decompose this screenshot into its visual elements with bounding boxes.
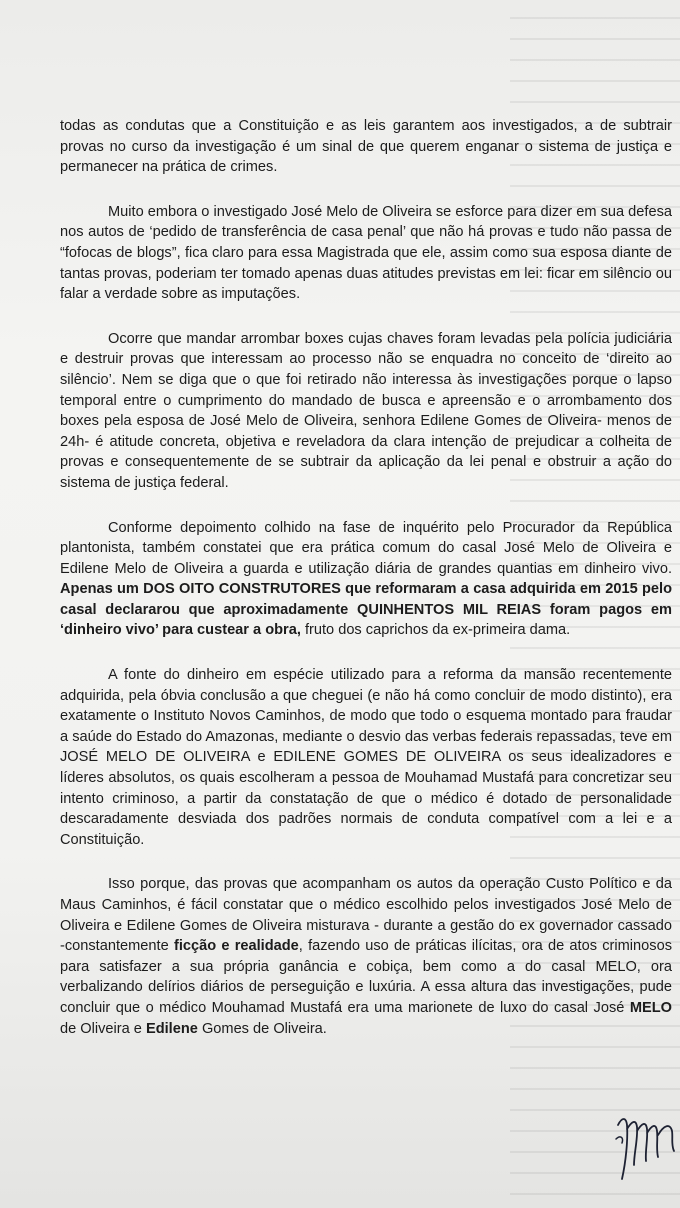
paragraph-3-text: Ocorre que mandar arrombar boxes cujas chaves foram levadas pela polícia judiciária e destruir provas que interessam ao processo não se enquadra no conceito de ‘direito ao silêncio’. Nem se diga que o que foi retirado não interessa às investigações porque o lapso temporal entre o cumprimento do mandado de busca e apreensão e o arrombamento dos boxes pela esposa de José Melo de Oliveira, senhora Edilene Gomes de Oliveira- menos de 24h- é atitude concreta, objetiva e reveladora da clara intenção de prejudicar a colheita de provas e consequentemente de se subtrair da aplicação da lei penal e obstruir a ação do sistema de justiça federal. [60,330,672,491]
paragraph-6 [60,874,672,1039]
handwritten-signature [612,1095,680,1185]
paragraph-4-text-a: Conforme depoimento colhido na fase de inquérito pelo Procurador da República plantonista, também constatei que era prática comum do casal José Melo de Oliveira e Edilene Melo de Oliveira a guarda e utilização diária de grandes quantias em dinheiro vivo. [60,519,672,577]
document-body [60,116,672,1039]
paragraph-1-text: todas as condutas que a Constituição e as leis garantem aos investigados, a de subtrair provas no curso da investigação é um sinal de que querem enganar o sistema de justiça e permanecer na prática de crimes. [60,118,672,176]
paragraph-4-bold-text: Apenas um DOS OITO CONSTRUTORES que reformaram a casa adquirida em 2015 pelo casal declararou que aproximadamente QUINHENTOS MIL REIAS foram pagos em ‘dinheiro vivo’ para custear a obra, [60,581,672,639]
paragraph-6-text-a: Isso porque, das provas que acompanham os autos da operação Custo Político e da Maus Caminhos, é fácil constatar que o médico escolhido pelos investigados José Melo de Oliveira e Edilene Gomes de Oliveira misturava - durante a gestão do ex governador cassado -constantemente [60,876,672,955]
paragraph-4 [60,518,672,642]
paragraph-6-bold-c: Edilene [145,1020,198,1037]
paragraph-2-text: Muito embora o investigado José Melo de Oliveira se esforce para dizer em sua defesa nos autos de ‘pedido de transferência de casa penal’ que não há provas e tudo não passa de “fofocas de blogs”, fica claro para essa Magistrada que ele, assim como sua esposa diante de tantas provas, poderiam ter tomado apenas duas atitudes previstas em lei: ficar em silêncio ou falar a verdade sobre as imputações. [60,203,672,303]
paragraph-5-text: A fonte do dinheiro em espécie utilizado para a reforma da mansão recentemente adquirida, pela óbvia conclusão a que cheguei (e não há como concluir de modo distinto), era exatamente o Instituto Novos Caminhos, de modo que todo o esquema montado para fraudar a saúde do Estado do Amazonas, mediante o desvio das verbas federais repassadas, teve em JOSÉ MELO DE OLIVEIRA e EDILENE GOMES DE OLIVEIRA os seus idealizadores e líderes absolutos, os quais escolheram a pessoa de Mouhamad Mustafá para concretizar seu intento criminoso, a partir da constatação de que o médico é dotado de personalidade descaradamente desviada dos padrões normais de conduta compatível com a lei e a Constituição. [60,667,672,848]
paragraph-6-text-b: , fazendo uso de práticas ilícitas, ora de atos criminosos para satisfazer a sua própria ganância e cobiça, bem como a do casal MELO, ora verbalizando delírios diários de perseguição e luxúria. A essa altura das investigações, pude concluir que o médico Mouhamad Mustafá era uma marionete de luxo do casal José [60,938,672,1016]
paragraph-6-bold-a: ficção e realidade [173,938,299,955]
paragraph-6-bold-b: MELO [629,999,672,1016]
paragraph-2 [60,202,672,305]
paragraph-3 [60,329,672,494]
paragraph-1 [60,116,672,178]
paragraph-6-text-d: Gomes de Oliveira. [197,1020,327,1037]
paragraph-4-text-b: fruto dos caprichos da ex-primeira dama. [300,622,571,639]
paragraph-6-text-c: de Oliveira e [60,1020,146,1037]
paragraph-5 [60,665,672,850]
